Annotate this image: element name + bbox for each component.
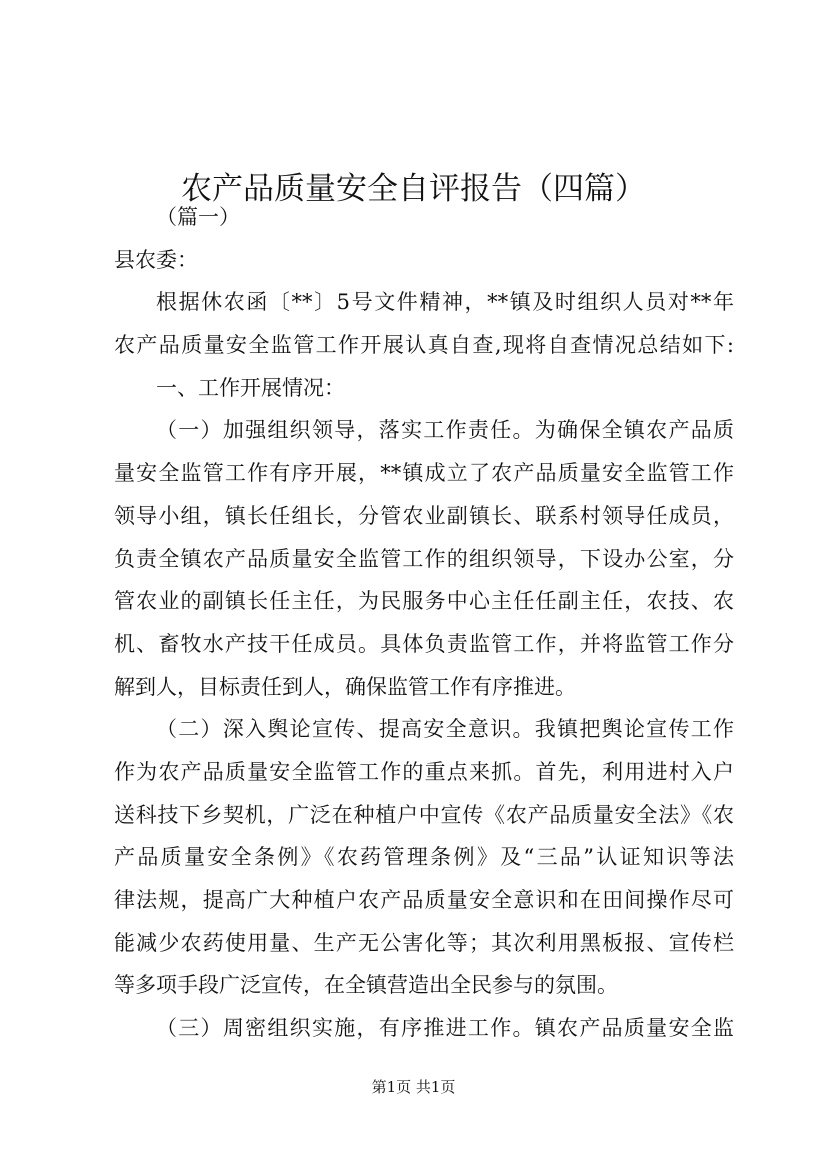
paragraph-line: 根据休农函〔**〕5号文件精神，**镇及时组织人员对**年 — [156, 290, 734, 315]
paragraph-line: 产品质量安全条例》《农药管理条例》及“三品”认证知识等法 — [114, 845, 734, 870]
paragraph-line: 农产品质量安全监管工作开展认真自查,现将自查情况总结如下: — [114, 333, 734, 358]
section-subheading: 一、工作开展情况： — [156, 375, 345, 400]
salutation: 县农委： — [114, 247, 198, 272]
document-body — [114, 196, 734, 1050]
paragraph-line: 解到人，目标责任到人，确保监管工作有序推进。 — [114, 674, 576, 699]
paragraph-line: 领导小组，镇长任组长，分管农业副镇长、联系村领导任成员， — [114, 503, 734, 528]
document-title: 农产品质量安全自评报告（四篇） — [181, 170, 646, 207]
paragraph-line: （二）深入舆论宣传、提高安全意识。我镇把舆论宣传工作 — [156, 717, 734, 742]
paragraph-line: 能减少农药使用量、生产无公害化等；其次利用黑板报、宣传栏 — [114, 930, 734, 955]
page-footer: 第1页 共1页 — [371, 1078, 456, 1096]
paragraph-line: 管农业的副镇长任主任，为民服务中心主任任副主任，农技、农 — [114, 589, 734, 614]
paragraph-line: （一）加强组织领导，落实工作责任。为确保全镇农产品质 — [156, 418, 734, 443]
paragraph-line: 量安全监管工作有序开展，**镇成立了农产品质量安全监管工作 — [114, 461, 734, 486]
paragraph-line: 作为农产品质量安全监管工作的重点来抓。首先，利用进村入户 — [114, 759, 734, 784]
paragraph-line: 律法规，提高广大种植户农产品质量安全意识和在田间操作尽可 — [114, 888, 734, 912]
paragraph-line: 送科技下乡契机，广泛在种植户中宣传《农产品质量安全法》《农 — [114, 802, 734, 827]
paragraph-line: 等多项手段广泛宣传，在全镇营造出全民参与的氛围。 — [114, 973, 618, 998]
paragraph-line: 机、畜牧水产技干任成员。具体负责监管工作，并将监管工作分 — [114, 631, 734, 656]
paragraph-line: （三）周密组织实施，有序推进工作。镇农产品质量安全监 — [156, 1016, 734, 1041]
section-heading: （篇一） — [156, 205, 240, 229]
paragraph-line: 负责全镇农产品质量安全监管工作的组织领导，下设办公室，分 — [114, 546, 734, 571]
